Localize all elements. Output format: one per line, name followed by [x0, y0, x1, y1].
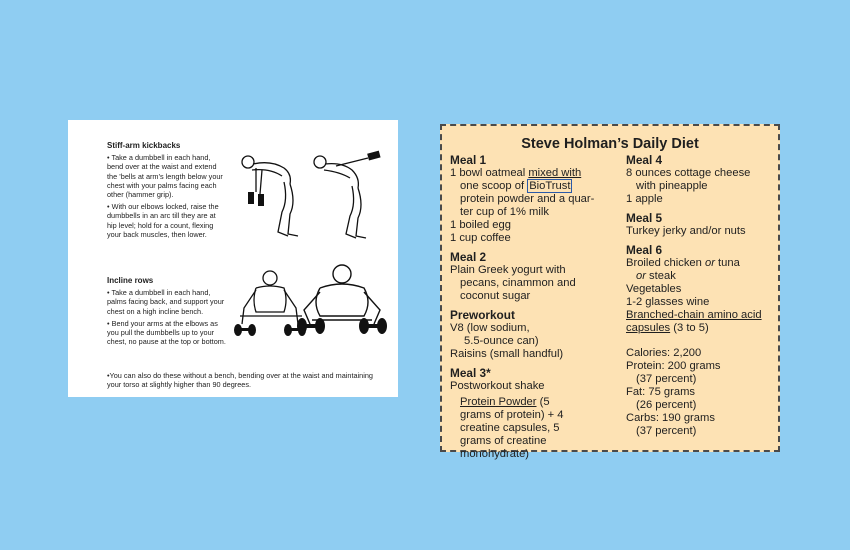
diet-left-column: [450, 154, 630, 461]
diet-title: Steve Holman’s Daily Diet: [521, 136, 699, 152]
meal-3-line: creatine capsules, 5: [460, 422, 560, 434]
protein-powder-link[interactable]: Protein Powder: [460, 396, 537, 408]
carbs-percent: (37 percent): [636, 425, 697, 437]
meal-6-line: [626, 322, 776, 335]
meal-4-line: with pineapple: [636, 180, 708, 192]
meal-1-line: 1 boiled egg: [450, 219, 511, 231]
diet-card: [440, 124, 780, 460]
meal-3-line: grams of protein) + 4: [460, 409, 564, 421]
preworkout-heading: Preworkout: [450, 308, 515, 322]
meal-1-line: [450, 180, 630, 193]
incline-rows-step-1: • Take a dumbbell in each hand, palms facing back, and support your chest on a high incline bench.: [107, 288, 225, 316]
meal-2-line: coconut sugar: [460, 290, 531, 302]
incline-rows-step-2: • Bend your arms at the elbows as you pull the dumbbells up to your chest, no pause at the top or bottom.: [107, 318, 226, 347]
fat-percent: (26 percent): [636, 399, 697, 411]
meal-1-line: protein powder and a quar-: [460, 193, 595, 205]
meal-3-text: (5: [536, 396, 550, 408]
meal-3-line: grams of creatine: [460, 435, 547, 447]
kickbacks-title: Stiff-arm kickbacks: [107, 141, 181, 150]
mixed-with-link[interactable]: mixed with: [528, 167, 582, 179]
meal-5-heading: Meal 5: [626, 211, 663, 225]
preworkout-line: V8 (low sodium,: [450, 322, 530, 334]
meal-6-text: or: [704, 257, 715, 269]
protein-percent: (37 percent): [636, 373, 697, 385]
kickbacks-step-2: • With our elbows locked, raise the dumbbells in an arc till they are at hip level; hold for a count, flexing your back muscles, then lower.: [107, 202, 219, 239]
kickback-end-illustration: [306, 150, 386, 242]
biotrust-link[interactable]: BioTrust: [529, 180, 571, 192]
meal-1-text: one scoop of: [460, 180, 528, 192]
meal-6-line: [626, 257, 776, 270]
exercise-note: •You can also do these without a bench, bending over at the waist and maintaining your torso at slightly higher than 90 degrees.: [107, 371, 373, 390]
incline-row-end-illustration: [292, 260, 392, 346]
fat-total: Fat: 75 grams: [626, 386, 696, 398]
protein-total: Protein: 200 grams: [626, 360, 721, 372]
meal-6-text: or: [636, 270, 646, 282]
meal-1-line: ter cup of 1% milk: [460, 206, 549, 218]
meal-2-line: pecans, cinammon and: [460, 277, 576, 289]
meal-1-line: 1 cup coffee: [450, 232, 511, 244]
meal-1-heading: Meal 1: [450, 153, 487, 167]
meal-2-heading: Meal 2: [450, 250, 487, 264]
meal-6-line: [626, 270, 776, 283]
meal-6-text: (3 to 5): [670, 322, 709, 334]
incline-rows-section: [107, 276, 227, 349]
capsules-link[interactable]: capsules: [626, 322, 671, 334]
kickbacks-step-1: • Take a dumbbell in each hand, bend over at the waist and extend the ’bells at arm’s length below your chest with your palms facing each other (hammer grip).: [107, 153, 223, 200]
carbs-total: Carbs: 190 grams: [626, 412, 715, 424]
meal-6-text: Broiled chicken: [626, 257, 705, 269]
kickback-start-illustration: [236, 150, 308, 242]
meal-3-line: Postworkout shake: [450, 380, 545, 392]
preworkout-line: Raisins (small handful): [450, 348, 564, 360]
meal-6-text: tuna: [714, 257, 740, 269]
kickbacks-section: [107, 141, 227, 242]
diet-right-column: [626, 154, 776, 438]
meal-1-text: 1 bowl oatmeal: [450, 167, 529, 179]
meal-5-line: Turkey jerky and/or nuts: [626, 225, 746, 237]
preworkout-line: 5.5-ounce can): [464, 335, 539, 347]
meal-4-line: 8 ounces cottage cheese: [626, 167, 751, 179]
meal-3-heading: Meal 3*: [450, 366, 491, 380]
meal-2-line: Plain Greek yogurt with: [450, 264, 566, 276]
meal-4-heading: Meal 4: [626, 153, 663, 167]
meal-3-line: monohydrate): [460, 448, 530, 460]
meal-6-text: steak: [645, 270, 676, 282]
bcaa-link[interactable]: Branched-chain amino acid: [626, 309, 762, 321]
meal-4-line: 1 apple: [626, 193, 663, 205]
meal-6-line: Vegetables: [626, 283, 682, 295]
exercise-page: [68, 120, 398, 397]
incline-rows-title: Incline rows: [107, 276, 154, 285]
meal-6-line: 1-2 glasses wine: [626, 296, 710, 308]
calories-total: Calories: 2,200: [626, 347, 702, 359]
meal-3-line: [450, 396, 630, 409]
meal-6-heading: Meal 6: [626, 243, 663, 257]
